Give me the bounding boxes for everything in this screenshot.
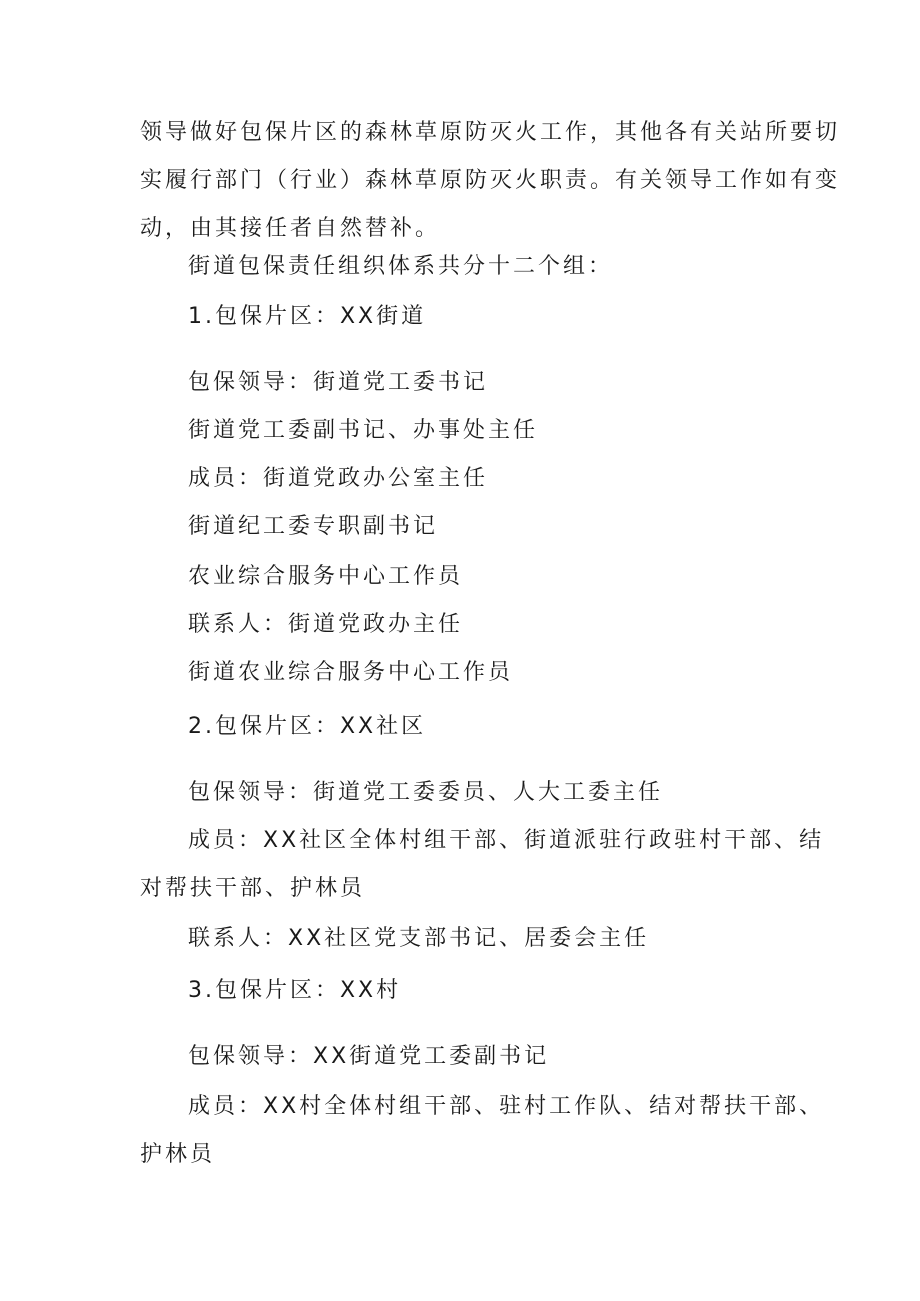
paragraph-line: 包保领导：街道党工委委员、人大工委主任 <box>188 780 664 805</box>
paragraph-line: 动，由其接任者自然替补。 <box>140 216 441 241</box>
paragraph-line: 领导做好包保片区的森林草原防灭火工作，其他各有关站所要切 <box>140 120 841 145</box>
paragraph-line: 对帮扶干部、护林员 <box>140 876 366 901</box>
paragraph-line: 成员：XX社区全体村组干部、街道派驻行政驻村干部、结 <box>188 828 825 853</box>
paragraph-line: 实履行部门（行业）森林草原防灭火职责。有关领导工作如有变 <box>140 168 841 193</box>
paragraph-line: 街道党工委副书记、办事处主任 <box>188 418 539 443</box>
section-heading: 1.包保片区：XX街道 <box>188 304 427 329</box>
paragraph-line: 街道农业综合服务中心工作员 <box>188 660 514 685</box>
paragraph-line: 街道纪工委专职副书记 <box>188 514 439 539</box>
section-heading: 2.包保片区：XX社区 <box>188 714 427 739</box>
paragraph-line: 成员：街道党政办公室主任 <box>188 466 489 491</box>
paragraph-line: 包保领导：街道党工委书记 <box>188 370 489 395</box>
section-heading: 3.包保片区：XX村 <box>188 978 402 1003</box>
paragraph-line: 护林员 <box>140 1142 216 1167</box>
paragraph-line: 街道包保责任组织体系共分十二个组： <box>188 254 614 279</box>
paragraph-line: 联系人：XX社区党支部书记、居委会主任 <box>188 926 650 951</box>
paragraph-line: 联系人：街道党政办主任 <box>188 612 464 637</box>
paragraph-line: 农业综合服务中心工作员 <box>188 564 464 589</box>
paragraph-line: 包保领导：XX街道党工委副书记 <box>188 1044 550 1069</box>
paragraph-line: 成员：XX村全体村组干部、驻村工作队、结对帮扶干部、 <box>188 1094 825 1119</box>
